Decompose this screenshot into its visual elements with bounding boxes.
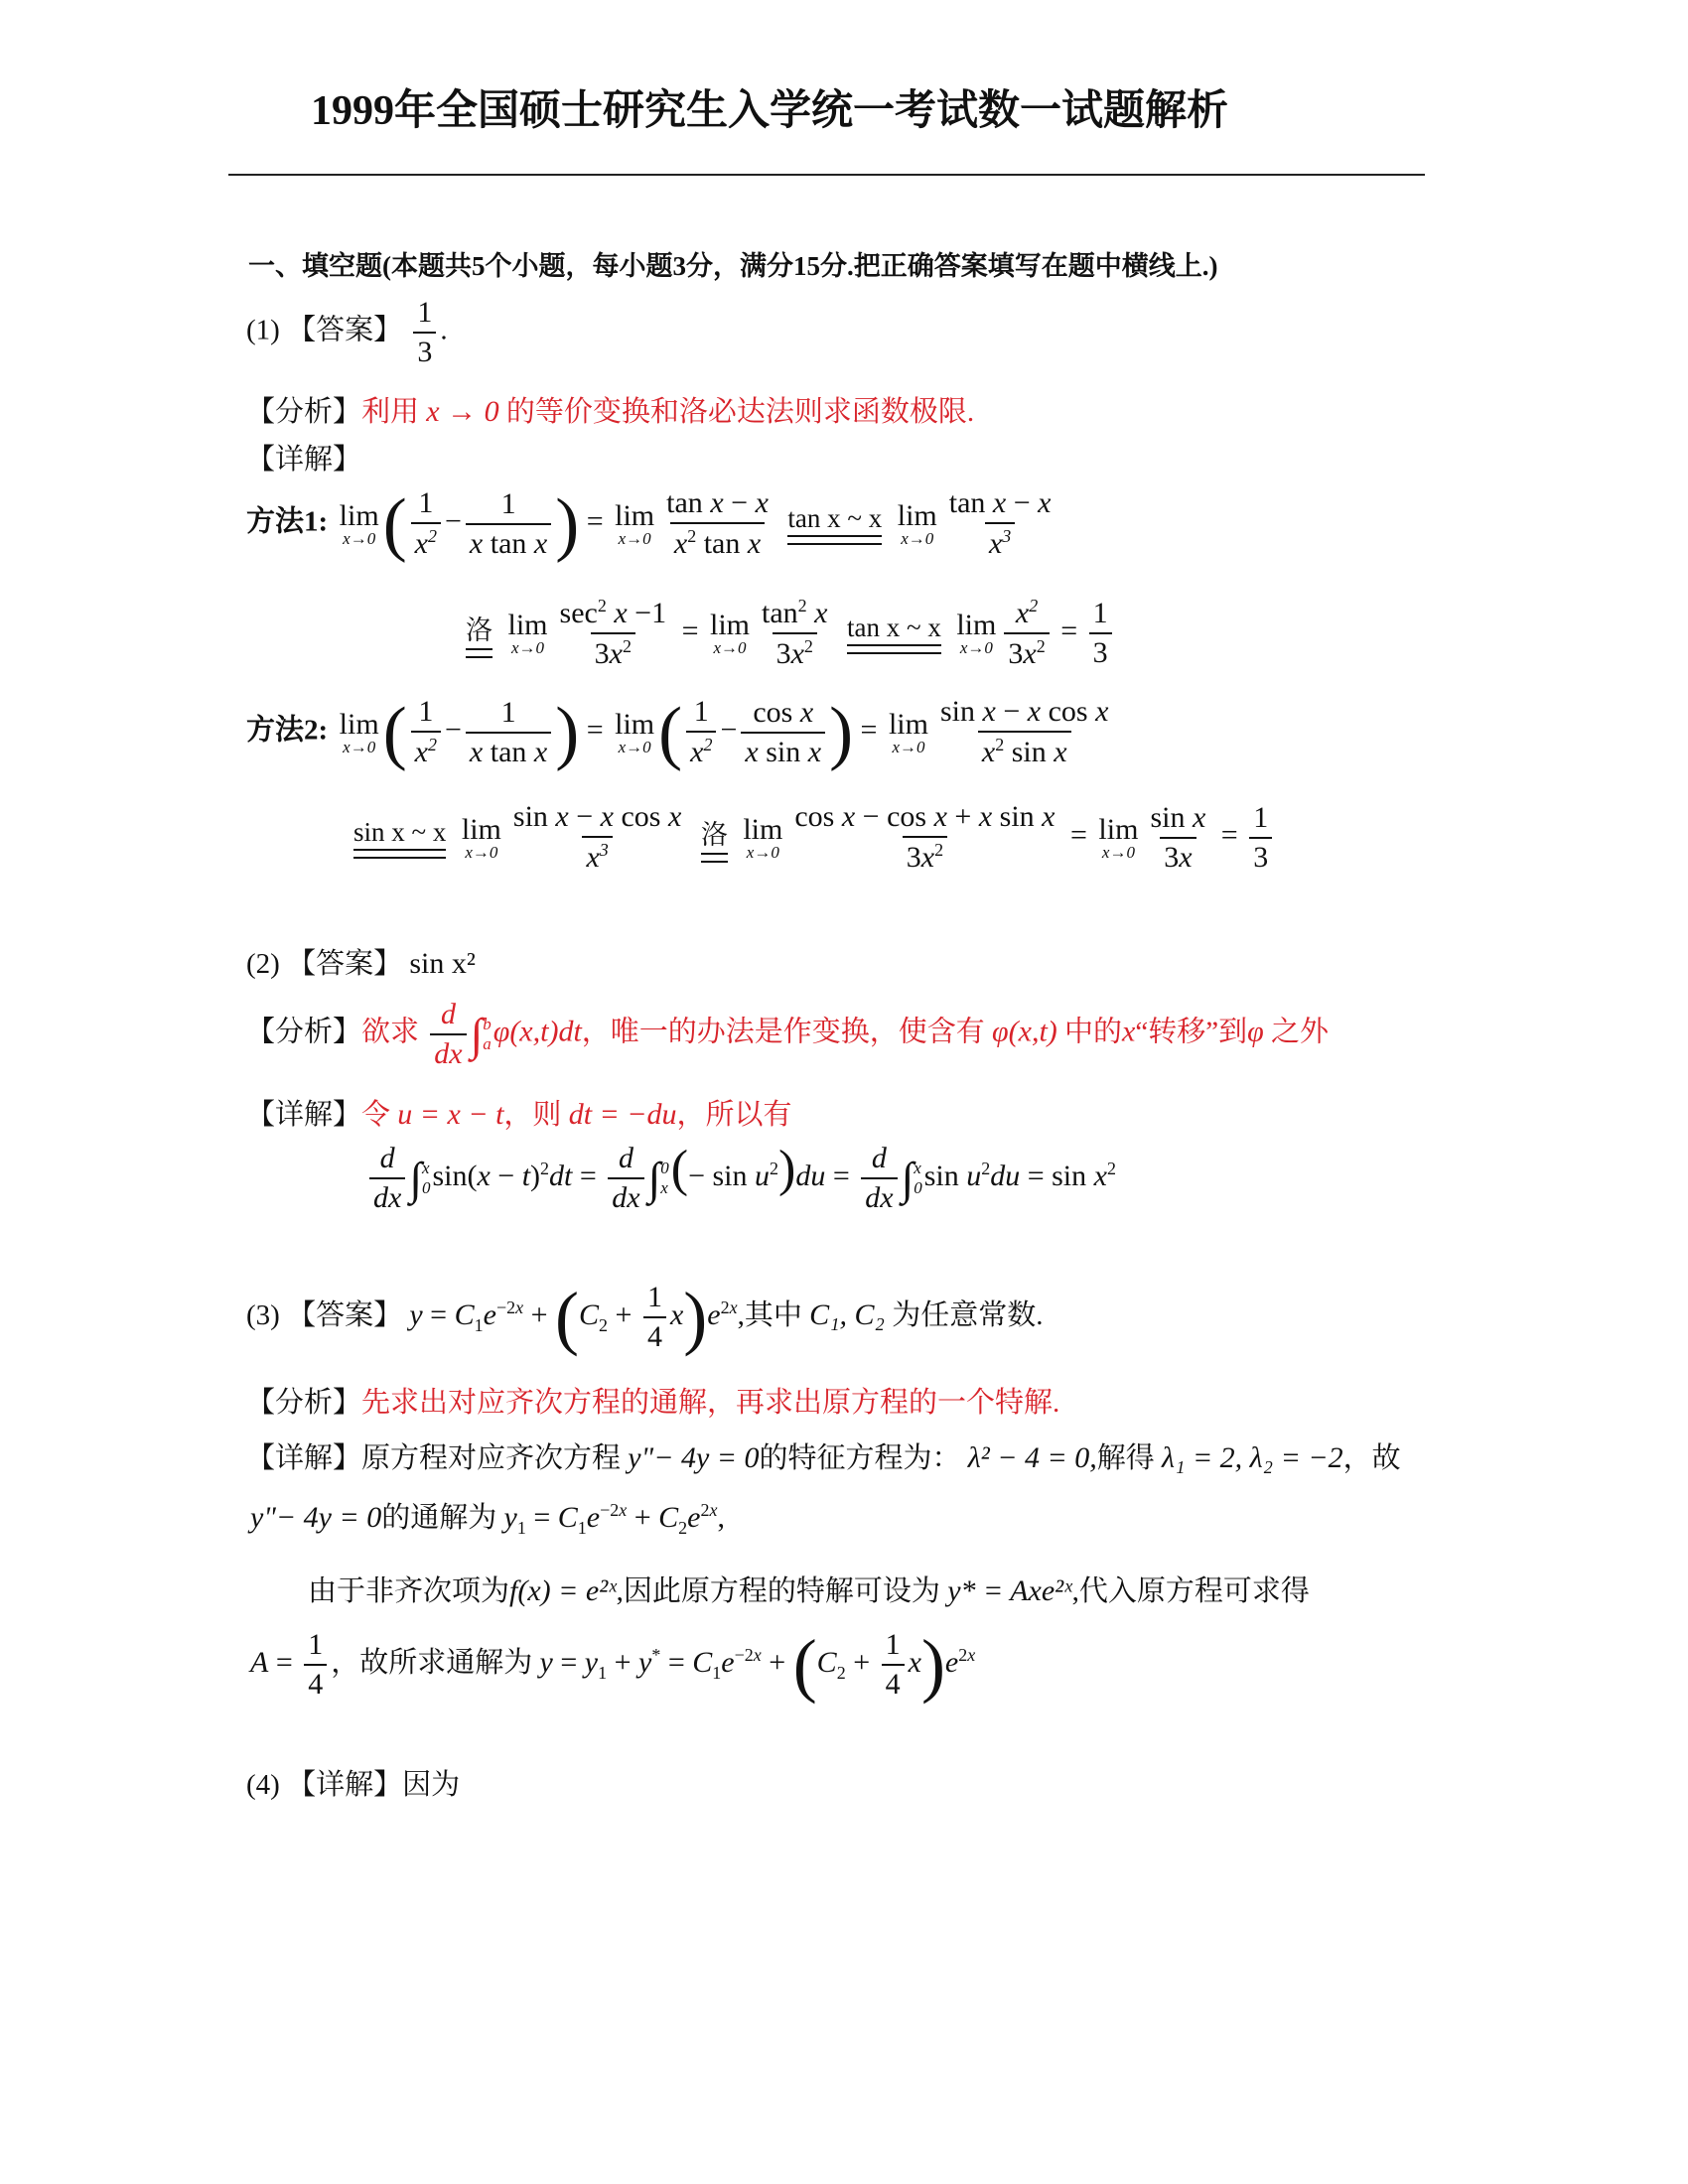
q4-text: 因为 <box>402 1769 461 1801</box>
q2-answer-line <box>246 941 476 982</box>
q1-analysis-line <box>246 389 974 430</box>
q3-detail-line2: y"− 4y = 0的通解为 $y_1 = C_1e^{-2x} + C_2e^{2x}$, <box>250 1500 725 1538</box>
q3-answer-line: (3) 【答案】 $y = C_1e^{-2x} + (C_2$ + $\frac{1}{4}$ $x)e^{2x}$,其中 C₁, C₂ 为任意常数. <box>246 1278 1044 1357</box>
q3-analysis-line: 【分析】先求出对应齐次方程的通解，再求出原方程的一个特解. <box>246 1387 1060 1419</box>
q3-number: (3) <box>246 1298 280 1331</box>
q3-detail-line1: 【详解】原方程对应齐次方程 y"− 4y = 0的特征方程为： λ² − 4 = 0,解得 λ₁ = 2, λ₂ = −2，故 <box>246 1441 1401 1474</box>
section-heading: 一、填空题(本题共5个小题，每小题3分，满分15分.把正确答案填写在题中横线上.) <box>248 251 1218 281</box>
q1-answer-line: (1) 【答案】 $\frac{1}{3}$ . <box>246 296 448 368</box>
q1-method1-line1: 方法1: lim x→0 ( $\frac{1}{x^2}$ − $\frac{1}{\text{x tan x}}$ ) = lim x→0 $\frac{\text{tan x − x}}{x^2 \tan x}$ tan x ~ x lim x→0 $\frac{\text{tan x − x}}{x^3}$ <box>246 483 1052 564</box>
q1-answer-label: 【答案】 <box>287 314 403 346</box>
q3-detail-label: 【详解】 <box>246 1442 362 1474</box>
page-title: 1999年全国硕士研究生入学统一考试数一试题解析 <box>310 88 1228 134</box>
q2-answer-value: sin x² <box>409 947 476 980</box>
q1-analysis-text-a: 利用 <box>361 396 420 428</box>
q4-number: (4) <box>246 1769 280 1801</box>
q1-method2-line1: 方法2: lim x→0 ( $\frac{1}{x^2}$ − $\frac{1}{\text{x tan x}}$ ) = lim x→0 ( $\frac{1}{x^2}$ − $\frac{\text{cos x}}{\text{x sin x}}$ ) = lim x→0 $\frac{\text{sin x − x cos x}}{x^2 \sin x}$ <box>246 692 1109 772</box>
q1-detail-label: 【详解】 <box>246 444 362 476</box>
q3-detail-line3: 由于非齐次项为f(x) = e²ˣ,因此原方程的特解可设为 y* = Axe²ˣ,代入原方程可求得 <box>308 1574 1310 1607</box>
q2-number: (2) <box>246 948 280 980</box>
title-divider <box>228 174 1425 176</box>
q2-answer-label: 【答案】 <box>287 948 403 980</box>
method2-label: 方法2: <box>246 714 329 747</box>
q2-detail-label: 【详解】 <box>246 1099 362 1131</box>
q4-line <box>246 1762 460 1803</box>
method1-label: 方法1: <box>246 505 329 538</box>
q1-analysis-text-c: 的等价变换和洛必达法则求函数极限. <box>505 396 975 428</box>
q1-analysis-label: 【分析】 <box>246 396 362 428</box>
q1-method2-line2: sin x ~ x lim x→0 $\frac{\text{sin x − x cos x}}{x^3}$ 洛 lim x→0 $\frac{\text{cos x − cos x + x sin x}}{3x^2}$ = lim x→0 $\frac{\text{sin x}}{3x}$ = $\frac{1}{3}$ <box>350 800 1276 875</box>
q2-analysis-label: 【分析】 <box>246 1016 362 1048</box>
q2-detail-line: 【详解】令 u = x − t，则 dt = −du，所以有 <box>246 1098 792 1131</box>
q1-number: (1) <box>246 314 280 346</box>
q1-method1-line2: 洛 lim x→0 $\frac{\sec^2 x -1}{3x^2}$ = lim x→0 $\frac{\tan^2 x}{3x^2}$ tan x ~ x lim x→0 $\frac{x^2}{3x^2}$ = $\frac{1}{3}$ <box>462 596 1116 671</box>
q3-detail-line4: A = $\frac{1}{4}$ ，故所求通解为 $y = y_1 + y^* = C_1e^{-2x} + (C_2$ + $\frac{1}{4}$ $x)e^{2x}$ <box>250 1625 976 1705</box>
q1-answer-fraction: $\frac{1}{3}$ <box>413 296 436 369</box>
q4-detail-label: 【详解】 <box>287 1769 403 1801</box>
q2-integral-equation: $\frac{d}{dx}$ ∫ x 0 $\sin(x - t)^2dt$ = $\frac{d}{dx}$ ∫ 0 x (− $\sin u^2)du$ = $\frac{d}{dx}$ ∫ x 0 $\sin u^2du = \sin x^2$ <box>365 1140 1116 1215</box>
q3-analysis-label: 【分析】 <box>246 1387 362 1419</box>
q3-answer-label: 【答案】 <box>287 1298 403 1331</box>
q1-analysis-limit: x → 0 <box>426 395 499 428</box>
q2-analysis-line: 【分析】欲求 $\frac{d}{dx}$ ∫ b a φ(x,t)dt，唯一的办法是作变换，使含有 φ(x,t) 中的x“转移”到φ 之外 <box>246 998 1329 1070</box>
